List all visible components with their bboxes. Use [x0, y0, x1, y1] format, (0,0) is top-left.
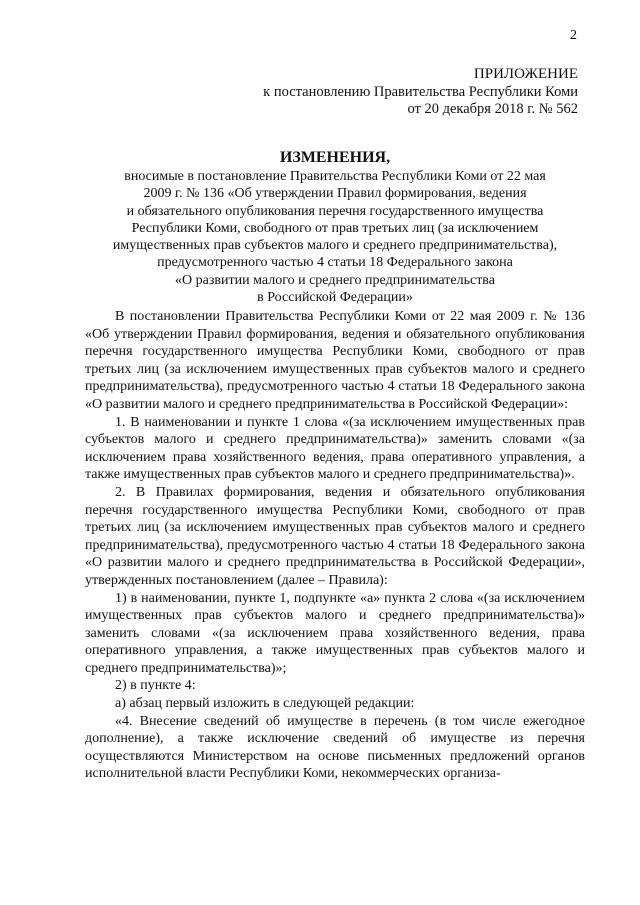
body-paragraph: В постановлении Правительства Республики Коми от 22 мая 2009 г. № 136 «Об утверждении Правил формирования, ведения и обязательного опубликования перечня государственного имущества Республики Коми, свободного от прав третьих лиц (за исключением имущественных прав субъектов малого и среднего предпринимательства), предусмотренного частью 4 статьи 18 Федерального закона «О развитии малого и среднего предпринимательства в Российской Федерации»:	[85, 309, 585, 412]
heading-line: в Российской Федерации»	[257, 290, 413, 306]
heading-line: и обязательного опубликования перечня государственного имущества	[126, 203, 544, 219]
heading-line: Республики Коми, свободного от прав третьих лиц (за исключением	[131, 220, 539, 236]
body-paragraph: «4. Внесение сведений об имуществе в перечень (в том числе ежегодное дополнение), а также исключение сведений об имуществе из перечня осуществляются Министерством на основе письменных предложений органов исполнительной власти Республики Коми, некоммерческих организа-	[85, 713, 585, 782]
body-paragraph: а) абзац первый изложить в следующей редакции:	[115, 696, 415, 712]
appendix-block	[263, 66, 578, 119]
appendix-title: ПРИЛОЖЕНИЕ	[473, 66, 578, 82]
heading-line: предусмотренного частью 4 статьи 18 Федерального закона	[157, 255, 513, 271]
body-paragraph: 2. В Правилах формирования, ведения и обязательного опубликования перечня государственного имущества Республики Коми, свободного от прав третьих лиц (за исключением имущественных прав субъектов малого и среднего предпринимательства), предусмотренного частью 4 статьи 18 Федерального закона «О развитии малого и среднего предпринимательства в Российской Федерации», утвержденных постановлением (далее – Правила):	[85, 484, 585, 588]
appendix-line-1: к постановлению Правительства Республики Коми	[263, 83, 578, 100]
body-paragraph: 1. В наименовании и пункте 1 слова «(за исключением имущественных прав субъектов малого и среднего предпринимательства)» заменить словами «(за исключением права хозяйственного ведения, права оперативного управления, а также имущественных прав субъектов малого и среднего предпринимательства)».	[85, 414, 585, 483]
heading-line: вносимые в постановление Правительства Республики Коми от 22 мая	[124, 169, 546, 184]
page-number: 2	[570, 28, 577, 43]
body-paragraph: 2) в пункте 4:	[115, 678, 196, 694]
appendix-line-2: от 20 декабря 2018 г. № 562	[407, 101, 578, 117]
heading-title: ИЗМЕНЕНИЯ,	[279, 149, 391, 166]
body-paragraph: 1) в наименовании, пункте 1, подпункте «а» пункта 2 слова «(за исключением имущественных прав субъектов малого и среднего предпринимательства)» заменить словами «(за исключением права хозяйственного ведения, права оперативного управления, а также имущественных прав субъектов малого и среднего предпринимательства)»;	[85, 590, 585, 676]
heading-line: имущественных прав субъектов малого и среднего предпринимательства),	[112, 238, 558, 254]
heading-line: «О развитии малого и среднего предпринимательства	[175, 272, 495, 288]
document-body	[85, 308, 585, 783]
document-heading	[85, 148, 585, 306]
heading-line: 2009 г. № 136 «Об утверждении Правил формирования, ведения	[143, 186, 527, 202]
